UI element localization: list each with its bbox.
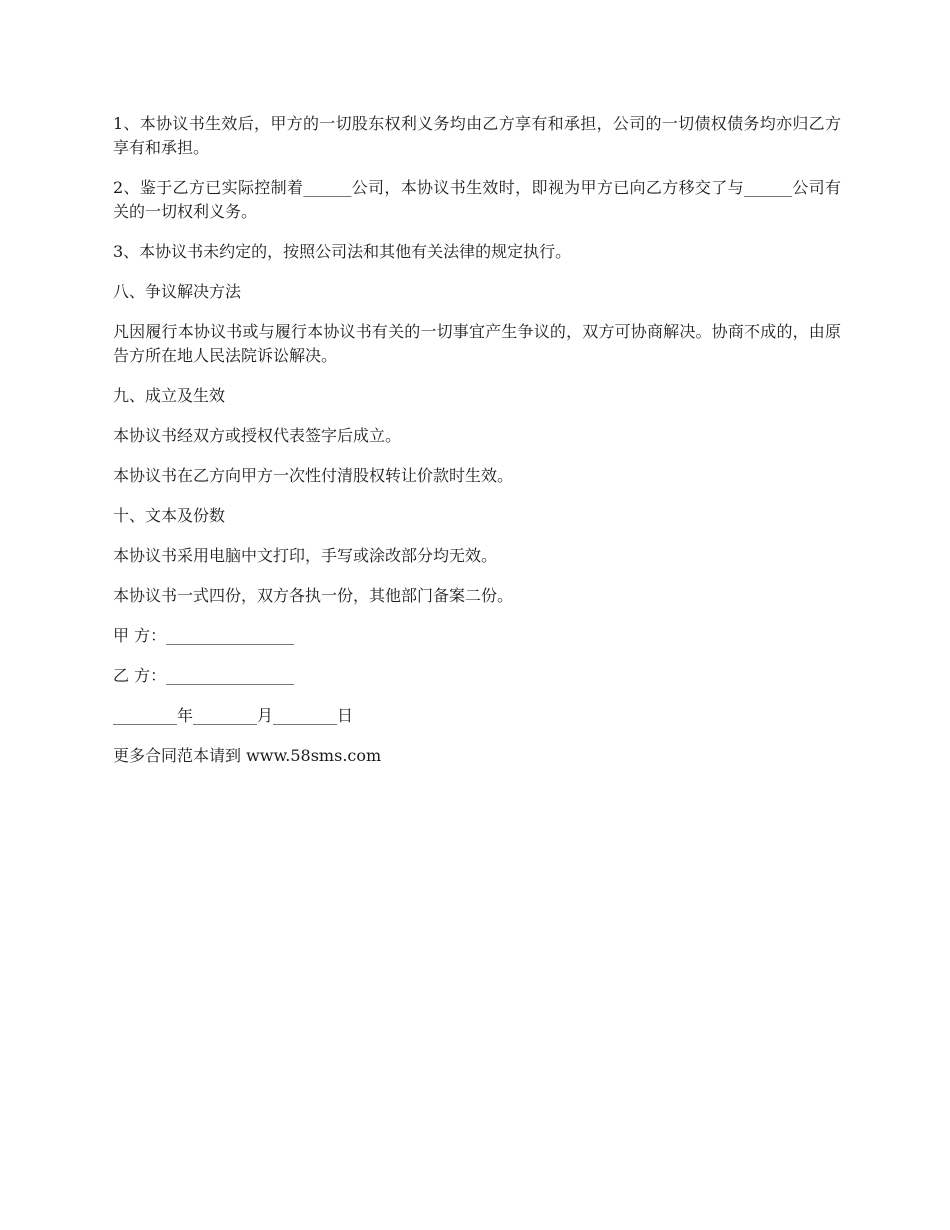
date-line: ________年________月________日 (113, 706, 354, 725)
party-a-signature-line: 甲 方：________________ (113, 626, 295, 645)
clause-2-paragraph: 2、鉴于乙方已实际控制着______公司，本协议书生效时，即视为甲方已向乙方移交了与______公司有关的一切权利义务。 (113, 178, 841, 221)
copies-paragraph-1: 本协议书采用电脑中文打印，手写或涂改部分均无效。 (113, 546, 498, 565)
dispute-paragraph: 凡因履行本协议书或与履行本协议书有关的一切事宜产生争议的，双方可协商解决。协商不成的，由原告方所在地人民法院诉讼解决。 (113, 322, 841, 365)
effect-paragraph-2: 本协议书在乙方向甲方一次性付清股权转让价款时生效。 (113, 466, 514, 485)
effect-paragraph-1: 本协议书经双方或授权代表签字后成立。 (113, 426, 402, 445)
document-page (113, 112, 841, 784)
clause-3-paragraph: 3、本协议书未约定的，按照公司法和其他有关法律的规定执行。 (113, 242, 572, 261)
footer-website-line: 更多合同范本请到 www.58sms.com (113, 746, 382, 765)
copies-paragraph-2: 本协议书一式四份，双方各执一份，其他部门备案二份。 (113, 586, 514, 605)
party-b-signature-line: 乙 方：________________ (113, 666, 295, 685)
section-heading-dispute: 八、争议解决方法 (113, 282, 242, 301)
clause-1-paragraph: 1、本协议书生效后，甲方的一切股东权利义务均由乙方享有和承担，公司的一切债权债务均亦归乙方享有和承担。 (113, 114, 841, 157)
section-heading-copies: 十、文本及份数 (113, 506, 226, 525)
section-heading-effect: 九、成立及生效 (113, 386, 226, 405)
